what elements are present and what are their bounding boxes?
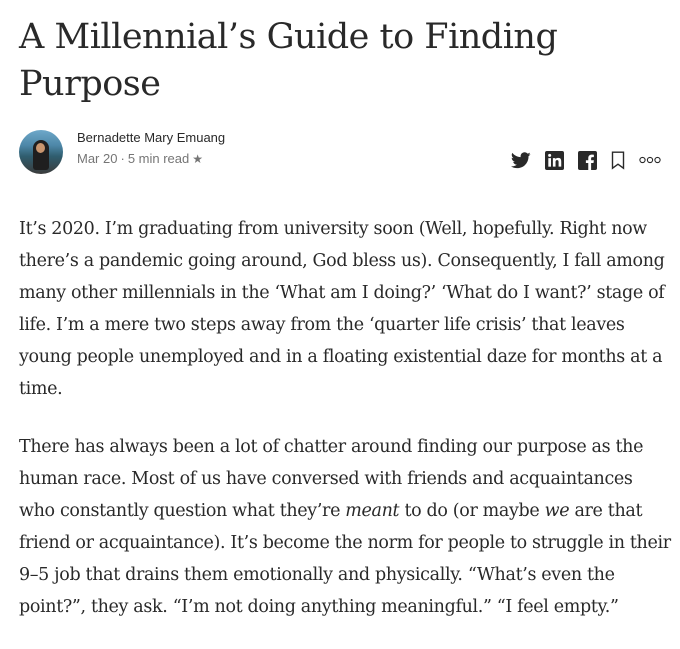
author-avatar[interactable] [19, 130, 63, 174]
twitter-icon[interactable] [511, 152, 531, 169]
article-title: A Millennial’s Guide to Finding Purpose [19, 17, 558, 104]
avatar-face-shape [36, 143, 45, 153]
read-time: 5 min read [127, 151, 190, 166]
paragraph-2-text-1: There has always been a lot of chatter around finding our purpose as the human race. Most of us have conversed with friends and acquaintances who constantly question what they’re [19, 437, 644, 521]
author-name-link[interactable]: Bernadette Mary Emuang [77, 130, 226, 145]
paragraph-2-emphasis-meant: meant [345, 501, 400, 521]
article-meta [77, 151, 203, 166]
author-byline [19, 129, 661, 175]
paragraph-2-text-3: are that friend or acquaintance). It’s become the norm for people to struggle in their 9–5 job that drains them emotionally and physically. “What’s even the point?”, they ask. “I’m not doing anything meaningful.” “I feel empty.” [19, 501, 671, 617]
article-paragraph-2 [19, 431, 671, 623]
paragraph-2-text-2: to do (or maybe [399, 501, 545, 521]
meta-separator: · [120, 151, 125, 166]
publish-date: Mar 20 [77, 151, 118, 166]
paragraph-2-emphasis-we: we [544, 501, 570, 521]
article-paragraph-1: It’s 2020. I’m graduating from university soon (Well, hopefully. Right now there’s a pandemic going around, God bless us). Consequently, I fall among many other millennials in the ‘What am I doing?’ ‘What do I want?’ stage of life. I’m a mere two steps away from the ‘quarter life crisis’ that leaves young people unemployed and in a floating existential daze for months at a time. [19, 219, 665, 399]
bookmark-icon[interactable] [611, 151, 625, 170]
more-icon[interactable] [639, 156, 661, 164]
member-star-icon: ★ [192, 152, 203, 166]
linkedin-icon[interactable] [545, 151, 564, 170]
facebook-icon[interactable] [578, 151, 597, 170]
share-actions [511, 150, 661, 170]
article-body [19, 213, 671, 649]
